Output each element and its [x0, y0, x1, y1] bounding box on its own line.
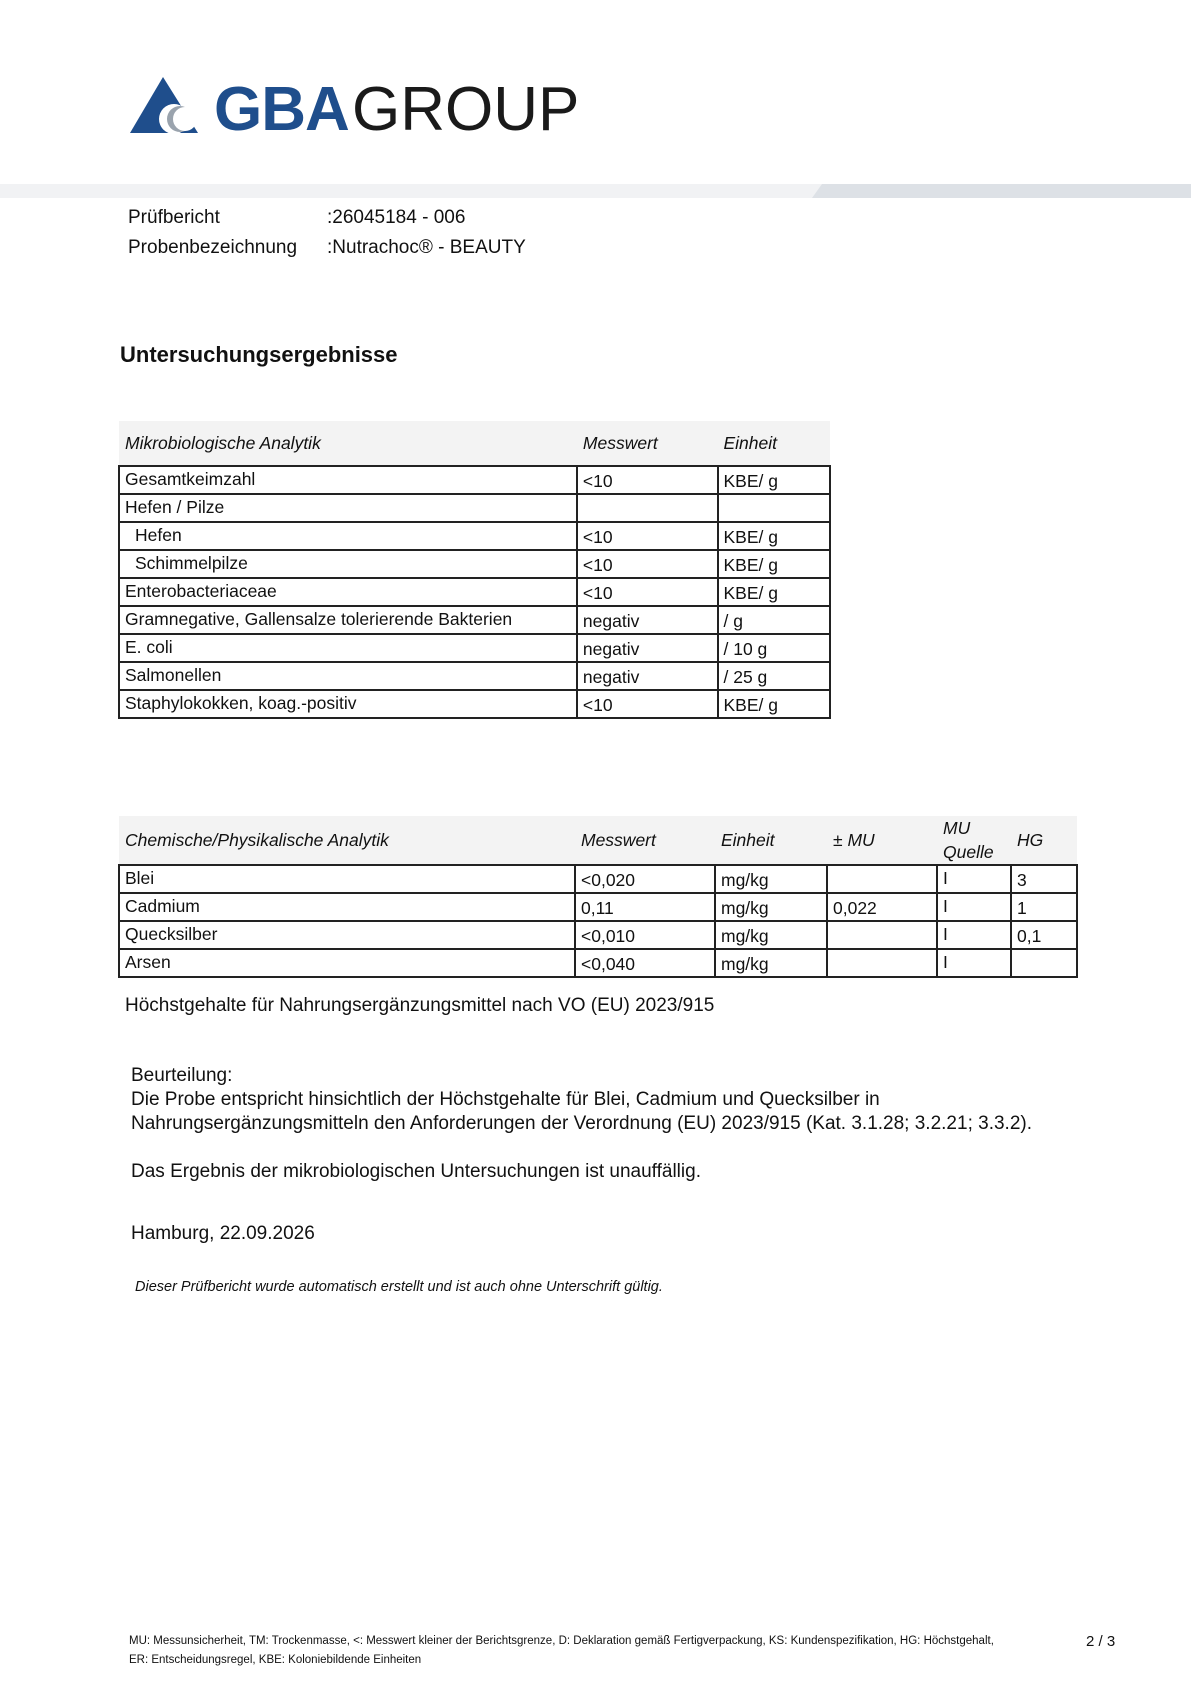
analyte-cell: E. coli — [119, 634, 577, 662]
value-cell: 0,11 — [575, 893, 715, 921]
logo-text-gba: GBA — [214, 75, 349, 144]
report-number-value: :26045184 - 006 — [327, 207, 466, 228]
unit-cell: mg/kg — [715, 865, 827, 893]
hg-cell: 1 — [1011, 893, 1077, 921]
analyte-cell: Staphylokokken, koag.-positiv — [119, 690, 577, 718]
place-date: Hamburg, 22.09.2026 — [131, 1223, 315, 1244]
analyte-cell: Cadmium — [119, 893, 575, 921]
assessment-label: Beurteilung: — [131, 1065, 233, 1086]
column-header: HG — [1011, 816, 1077, 865]
assessment-block — [131, 1064, 1131, 1184]
table-row — [119, 690, 830, 718]
mu-source-cell: I — [937, 865, 1011, 893]
mu-cell — [827, 949, 937, 977]
value-cell: <10 — [577, 578, 718, 606]
table-row — [119, 550, 830, 578]
table-row — [119, 949, 1077, 977]
unit-cell: mg/kg — [715, 893, 827, 921]
unit-cell: mg/kg — [715, 949, 827, 977]
column-header: MU Quelle — [937, 816, 1011, 865]
mu-source-cell: I — [937, 893, 1011, 921]
unit-cell: / 25 g — [718, 662, 831, 690]
mu-cell — [827, 865, 937, 893]
footer-line-2: ER: Entscheidungsregel, KBE: Koloniebildende Einheiten — [129, 1654, 422, 1666]
table-row — [119, 662, 830, 690]
microbiology-table — [118, 421, 831, 719]
analyte-cell: Hefen / Pilze — [119, 494, 577, 522]
table-row — [119, 466, 830, 494]
value-cell: negativ — [577, 662, 718, 690]
footer-abbreviations — [129, 1632, 1009, 1670]
analyte-cell: Gramnegative, Gallensalze tolerierende Bakterien — [119, 606, 577, 634]
assessment-line-1: Die Probe entspricht hinsichtlich der Höchstgehalte für Blei, Cadmium und Quecksilber in — [131, 1089, 880, 1110]
unit-cell: KBE/ g — [718, 578, 831, 606]
sample-name-label: Probenbezeichnung — [128, 237, 298, 258]
unit-cell: KBE/ g — [718, 466, 831, 494]
column-header: Mikrobiologische Analytik — [119, 421, 577, 466]
analyte-cell: Schimmelpilze — [119, 550, 577, 578]
column-header: Einheit — [715, 816, 827, 865]
mu-cell: 0,022 — [827, 893, 937, 921]
analyte-cell: Hefen — [119, 522, 577, 550]
value-cell: <10 — [577, 466, 718, 494]
table-row — [119, 865, 1077, 893]
micro-result-text: Das Ergebnis der mikrobiologischen Untersuchungen ist unauffällig. — [131, 1161, 701, 1182]
company-logo — [130, 75, 580, 145]
sample-name-value: :Nutrachoc® - BEAUTY — [327, 237, 526, 258]
section-title: Untersuchungsergebnisse — [120, 342, 398, 367]
column-header: Chemische/Physikalische Analytik — [119, 816, 575, 865]
table-row — [119, 634, 830, 662]
table-row — [119, 494, 830, 522]
table-row — [119, 921, 1077, 949]
hg-cell: 0,1 — [1011, 921, 1077, 949]
logo-text-group: GROUP — [352, 75, 580, 144]
value-cell: <0,010 — [575, 921, 715, 949]
column-header: ± MU — [827, 816, 937, 865]
column-header: Messwert — [577, 421, 718, 466]
column-header: Einheit — [718, 421, 831, 466]
value-cell: negativ — [577, 634, 718, 662]
chemistry-table — [118, 816, 1078, 978]
auto-generated-note: Dieser Prüfbericht wurde automatisch erstellt und ist auch ohne Unterschrift gültig. — [135, 1279, 663, 1295]
analyte-cell: Quecksilber — [119, 921, 575, 949]
value-cell: negativ — [577, 606, 718, 634]
limits-note: Höchstgehalte für Nahrungsergänzungsmittel nach VO (EU) 2023/915 — [125, 995, 715, 1016]
analyte-cell: Salmonellen — [119, 662, 577, 690]
page-number: 2 / 3 — [1086, 1633, 1116, 1650]
mu-source-cell: I — [937, 921, 1011, 949]
unit-cell: mg/kg — [715, 921, 827, 949]
value-cell — [577, 494, 718, 522]
value-cell: <10 — [577, 690, 718, 718]
footer-line-1: MU: Messunsicherheit, TM: Trockenmasse, <: Messwert kleiner der Berichtsgrenze, D: Deklaration gemäß Fertigverpackung, KS: Kundenspezifikation, HG: Höchstgehalt, — [129, 1635, 994, 1647]
report-number-label: Prüfbericht — [128, 207, 220, 228]
analyte-cell: Blei — [119, 865, 575, 893]
table-row — [119, 578, 830, 606]
logo-mark-icon — [130, 75, 210, 137]
hg-cell: 3 — [1011, 865, 1077, 893]
unit-cell: KBE/ g — [718, 690, 831, 718]
table-row — [119, 522, 830, 550]
value-cell: <0,020 — [575, 865, 715, 893]
analyte-cell: Gesamtkeimzahl — [119, 466, 577, 494]
column-header: Messwert — [575, 816, 715, 865]
value-cell: <10 — [577, 522, 718, 550]
unit-cell: / g — [718, 606, 831, 634]
table-row — [119, 893, 1077, 921]
unit-cell: / 10 g — [718, 634, 831, 662]
analyte-cell: Arsen — [119, 949, 575, 977]
table-header-row — [119, 816, 1077, 865]
hg-cell — [1011, 949, 1077, 977]
value-cell: <10 — [577, 550, 718, 578]
unit-cell — [718, 494, 831, 522]
mu-source-cell: I — [937, 949, 1011, 977]
table-header-row — [119, 421, 830, 466]
value-cell: <0,040 — [575, 949, 715, 977]
unit-cell: KBE/ g — [718, 522, 831, 550]
unit-cell: KBE/ g — [718, 550, 831, 578]
table-row — [119, 606, 830, 634]
assessment-line-2: Nahrungsergänzungsmitteln den Anforderungen der Verordnung (EU) 2023/915 (Kat. 3.1.28; 3.2.21; 3.3.2). — [131, 1113, 1032, 1134]
mu-cell — [827, 921, 937, 949]
header-divider — [0, 184, 1191, 198]
analyte-cell: Enterobacteriaceae — [119, 578, 577, 606]
